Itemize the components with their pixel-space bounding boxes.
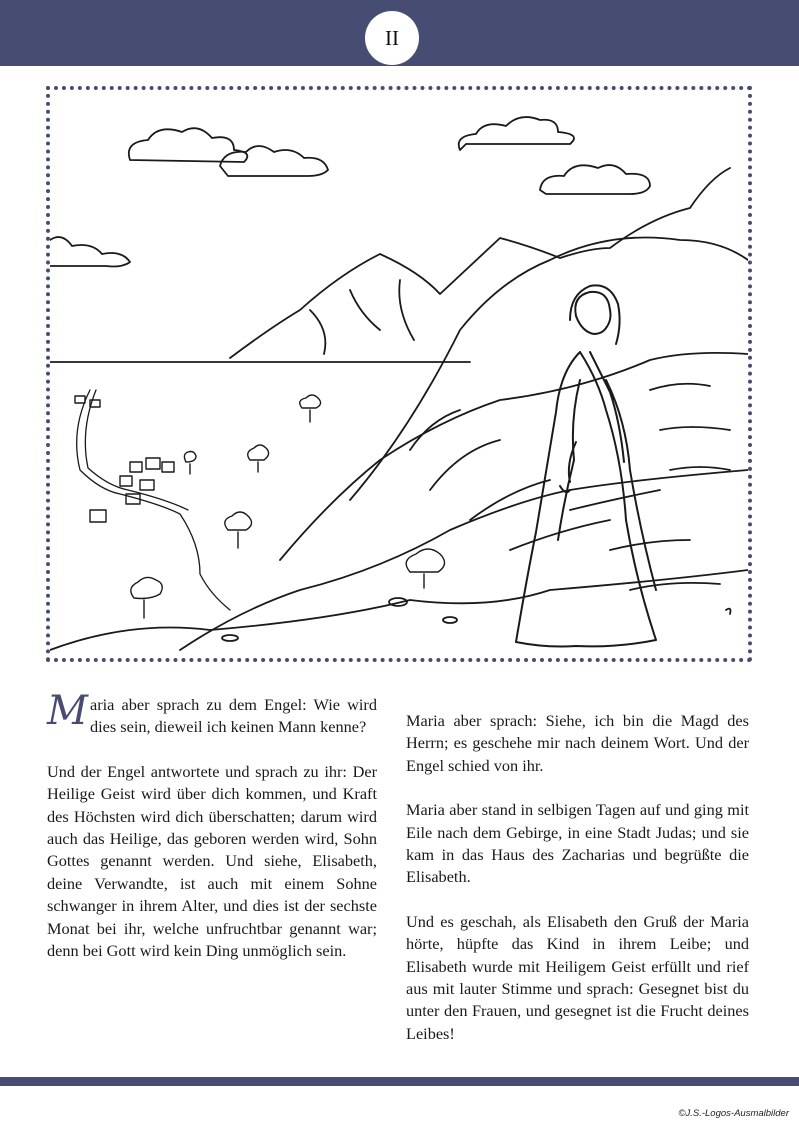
footer-bar (0, 1077, 799, 1086)
cloud-icon (50, 237, 130, 266)
dropcap-letter: M (47, 688, 88, 734)
illustration-frame (46, 86, 752, 662)
page-number: II (385, 25, 399, 50)
right-text-column (406, 710, 749, 1067)
cloud-icon (129, 128, 248, 162)
cloud-icon (540, 165, 650, 194)
cloud-icon (459, 117, 574, 150)
left-paragraph-1-text: aria aber sprach zu dem Engel: Wie wird dies sein, dieweil ich keinen Mann kenne? (89, 695, 377, 737)
tree-icon (131, 395, 445, 618)
right-paragraph-3: Und es geschah, als Elisabeth den Gruß der Maria hörte, hüpfte das Kind in ihrem Leibe; und Elisabeth wurde mit Heiligem Geist erfüllt und rief aus mit lauter Stimme und sprach: Gesegnet bist du unter den Frauen, und gesegnet ist die Frucht deines Leibes! (406, 911, 749, 1043)
left-paragraph-1 (47, 688, 377, 739)
page-number-badge (365, 11, 419, 65)
copyright-notice: ©J.S.-Logos-Ausmalbilder (678, 1108, 789, 1119)
mary-on-mountain-illustration (50, 90, 748, 658)
left-text-column (47, 688, 377, 984)
village (75, 396, 174, 522)
right-paragraph-2: Maria aber stand in selbigen Tagen auf und ging mit Eile nach dem Gebirge, in eine Stadt Judas; und sie kam in das Haus des Zacharias und begrüßte die Elisabeth. (406, 800, 749, 887)
mary-figure (516, 285, 656, 646)
right-paragraph-1: Maria aber sprach: Siehe, ich bin die Magd des Herrn; es geschehe mir nach deinem Wort. Und der Engel schied von ihr. (406, 711, 749, 775)
left-paragraph-2: Und der Engel antwortete und sprach zu ihr: Der Heilige Geist wird über dich kommen, und Kraft des Höchsten wird dich überschatten; darum wird auch das Heilige, das geboren werden wird, Sohn Gottes genannt werden. Und siehe, Elisabeth, deine Verwandte, ist auch mit einem Sohne schwanger in ihrem Alter, und dies ist der sechste Monat bei ihr, welche unfruchtbar genannt war; denn bei Gott wird kein Ding unmöglich sein. (47, 761, 377, 961)
